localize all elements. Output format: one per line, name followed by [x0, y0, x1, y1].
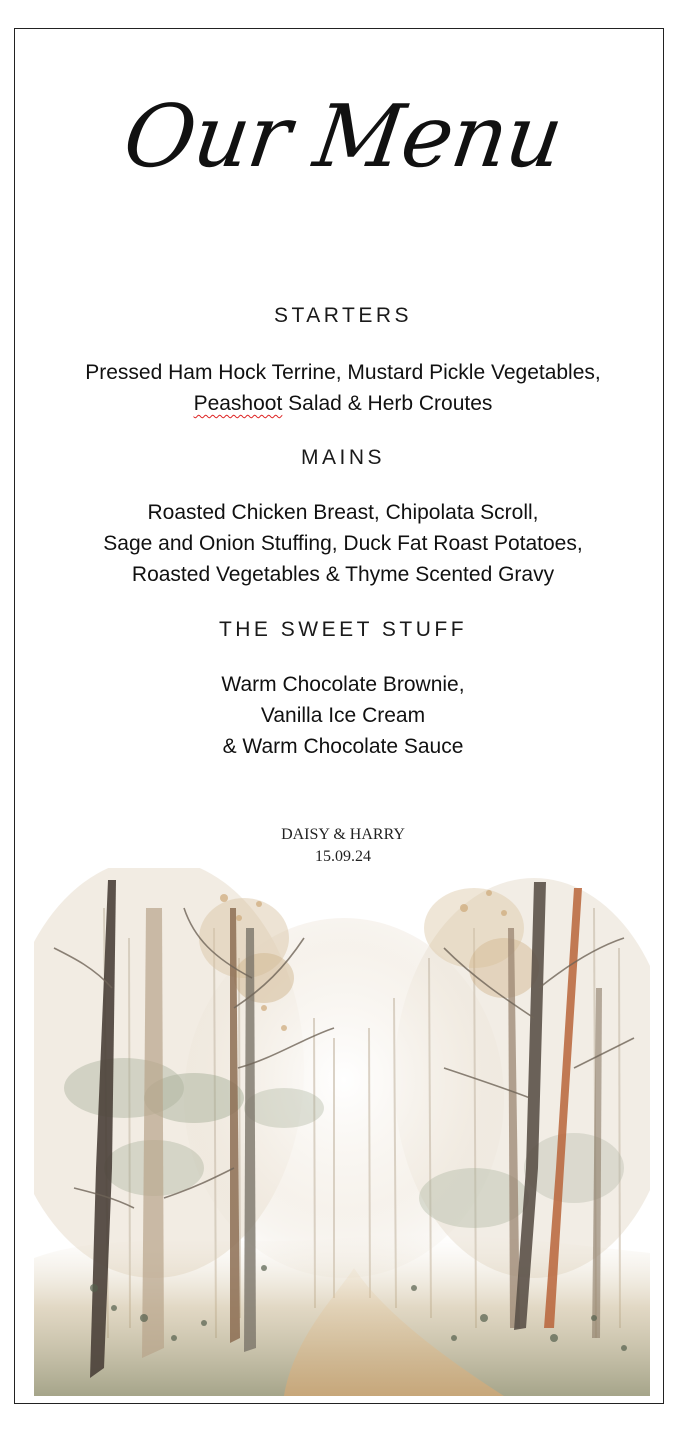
starters-line-1: Pressed Ham Hock Terrine, Mustard Pickle Vegetables, [85, 361, 601, 384]
event-date: 15.09.24 [315, 848, 371, 865]
menu-title: Our Menu [117, 87, 569, 187]
couple-names: DAISY & HARRY [281, 826, 405, 843]
dessert-line-2: Vanilla Ice Cream [260, 704, 426, 727]
mains-heading: MAINS [300, 446, 385, 469]
dessert-description [40, 669, 646, 762]
dessert-line-3: & Warm Chocolate Sauce [222, 735, 464, 758]
misspelled-word: Peashoot [193, 392, 283, 415]
couple-signature [0, 824, 686, 868]
watercolor-forest-illustration [34, 868, 650, 1396]
mains-description [40, 497, 646, 590]
starters-heading: STARTERS [273, 304, 413, 327]
starters-line-2 [40, 388, 646, 419]
dessert-heading: THE SWEET STUFF [218, 618, 468, 641]
mains-line-1: Roasted Chicken Breast, Chipolata Scroll, [147, 501, 539, 524]
mains-line-3: Roasted Vegetables & Thyme Scented Gravy [131, 563, 555, 586]
mains-line-2: Sage and Onion Stuffing, Duck Fat Roast Potatoes, [103, 532, 583, 555]
dessert-line-1: Warm Chocolate Brownie, [221, 673, 465, 696]
starters-description [40, 357, 646, 419]
starters-line-2-rest: Salad & Herb Croutes [282, 392, 493, 415]
